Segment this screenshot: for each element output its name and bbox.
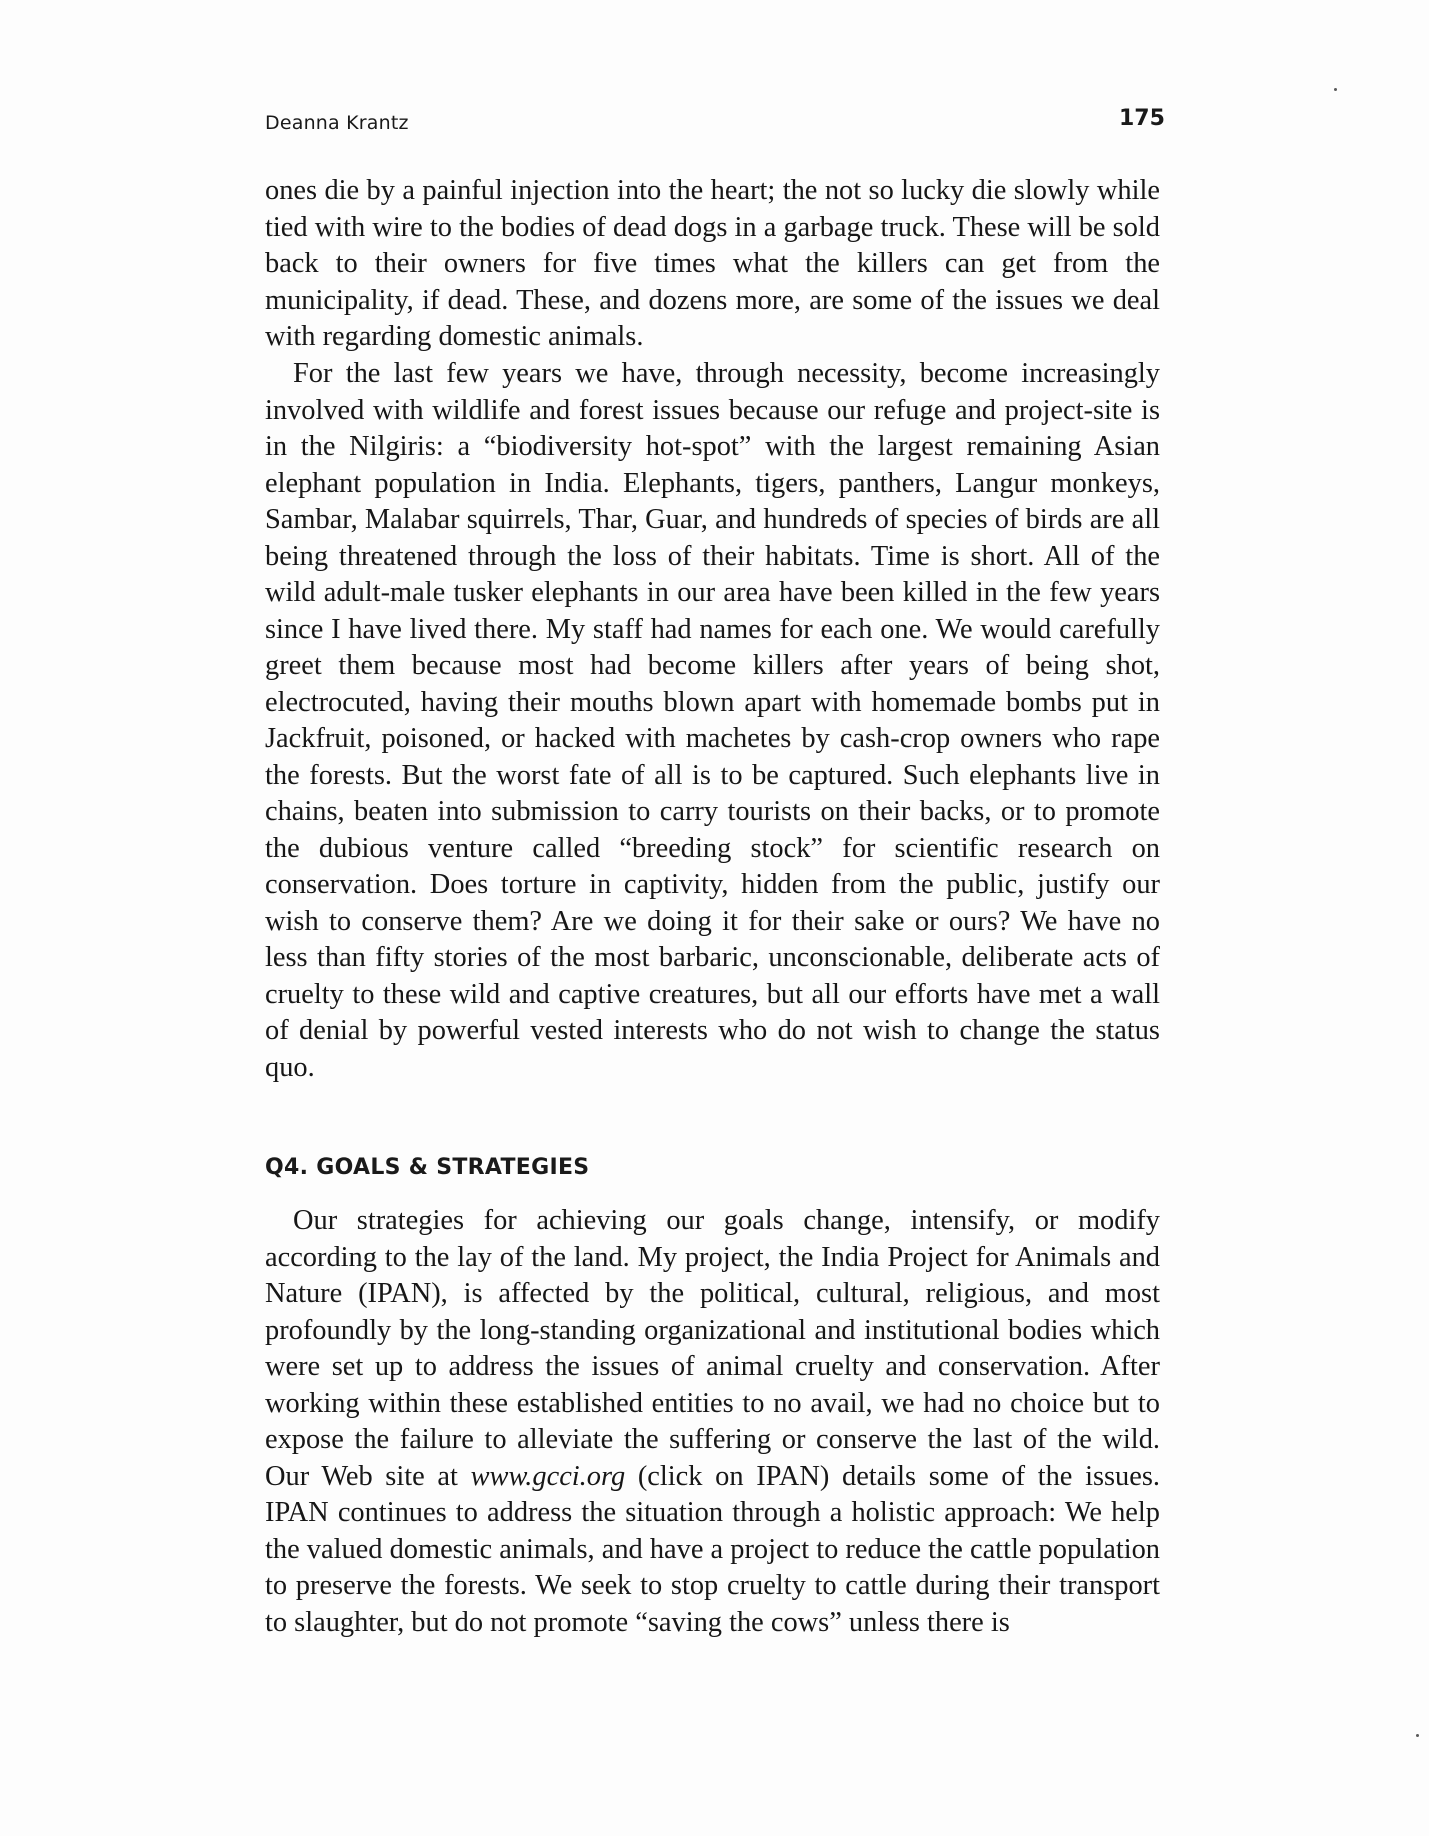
paragraph-text: ones die by a painful injection into the heart; the not so lucky die slowly while tied with wire to the bodies of dead dogs in a garbage truck. These will be sold back to their owners for five times what the killers can get from the municipality, if dead. These, and dozens more, are some of the issues we deal with regarding domestic animals. — [265, 175, 1160, 352]
paragraph-text-part: (click on IPAN) details some of the issues. IPAN continues to address the situation through a holistic approach: We help the valued domestic animals, and have a project to reduce the cattle population to preserve the forests. We seek to stop cruelty to cattle during their transport to slaughter, but do not promote “saving the cows” unless there is — [265, 1460, 1161, 1638]
section-heading: Q4. GOALS & STRATEGIES — [265, 1155, 590, 1180]
body-paragraph-continued — [265, 173, 1160, 356]
page-number: 175 — [1119, 106, 1165, 131]
running-head-author: Deanna Krantz — [265, 112, 409, 134]
paragraph-text-part: Our strategies for achieving our goals change, intensify, or modify according to the lay of the land. My project, the India Project for Animals and Nature (IPAN), is affected by the political, cultural, religious, and most profoundly by the long-standing organizational and institutional bodies which were set up to address the issues of animal cruelty and conservation. After working within these established entities to no avail, we had no choice but to expose the failure to alleviate the suffering or conserve the last of the wild. Our Web site at — [265, 1205, 1160, 1492]
body-paragraph-wildlife — [265, 356, 1160, 1086]
scan-speck — [1334, 88, 1337, 91]
paragraph-text — [265, 1203, 1160, 1641]
scan-speck — [1416, 1734, 1419, 1737]
paragraph-text: For the last few years we have, through necessity, become increasingly involved with wildlife and forest issues because our refuge and project-site is in the Nilgiris: a “biodiversity hot-spot” with the largest remaining Asian elephant population in India. Elephants, tigers, panthers, Langur monkeys, Sambar, Malabar squirrels, Thar, Guar, and hundreds of species of birds are all being threatened through the loss of their habitats. Time is short. All of the wild adult-male tusker elephants in our area have been killed in the few years since I have lived there. My staff had names for each one. We would carefully greet them because most had become killers after years of being shot, electrocuted, having their mouths blown apart with homemade bombs put in Jackfruit, poisoned, or hacked with machetes by cash-crop owners who rape the forests. But the worst fate of all is to be captured. Such elephants live in chains, beaten into submission to carry tourists on their backs, or to promote the dubious venture called “breeding stock” for scientific research on conservation. Does torture in captivity, hidden from the public, justify our wish to conserve them? Are we doing it for their sake or ours? We have no less than fifty stories of the most barbaric, unconscionable, deliberate acts of cruelty to these wild and captive creatures, but all our efforts have met a wall of denial by powerful vested interests who do not wish to change the status quo. — [265, 358, 1160, 1083]
website-link: www.gcci.org — [470, 1460, 626, 1492]
body-paragraph-strategies — [265, 1203, 1160, 1641]
